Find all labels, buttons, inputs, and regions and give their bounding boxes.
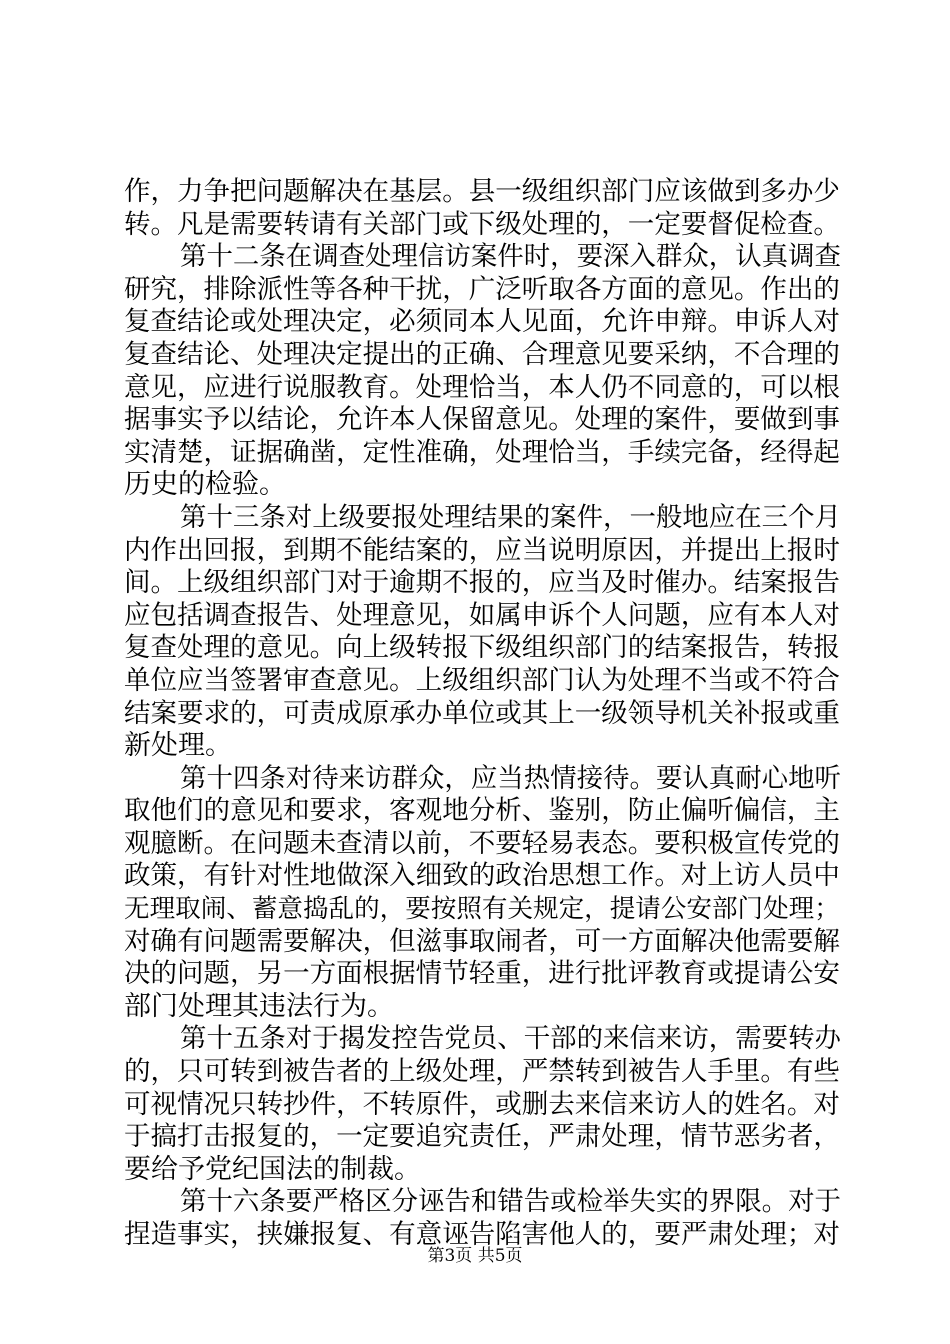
text-line: 捏造事实，挟嫌报复、有意诬告陷害他人的，要严肃处理；对 [124, 1219, 840, 1250]
text-line: 作，力争把问题解决在基层。县一级组织部门应该做到多办少 [124, 176, 840, 207]
document-body [124, 176, 840, 1252]
text-line: 实清楚，证据确凿，定性准确，处理恰当，手续完备，经得起 [124, 436, 840, 468]
article-15-start: 第十五条对于揭发控告党员、干部的来信来访，需要转办 [180, 1023, 841, 1055]
text-line: 研究，排除派性等各种干扰，广泛听取各方面的意见。作出的 [124, 273, 840, 305]
text-line: 历史的检验。 [124, 469, 286, 501]
text-line: 转。凡是需要转请有关部门或下级处理的，一定要督促检查。 [124, 208, 840, 240]
text-line: 单位应当签署审查意见。上级组织部门认为处理不当或不符合 [124, 664, 840, 696]
text-line: 内作出回报，到期不能结案的，应当说明原因，并提出上报时 [124, 534, 840, 566]
text-line: 要给予党纪国法的制裁。 [124, 1153, 421, 1185]
text-line: 无理取闹、蓄意捣乱的，要按照有关规定，提请公安部门处理； [124, 894, 840, 925]
article-12-start: 第十二条在调查处理信访案件时，要深入群众，认真调查 [180, 241, 841, 273]
article-14-start: 第十四条对待来访群众，应当热情接待。要认真耐心地听 [180, 762, 841, 794]
text-line: 新处理。 [124, 730, 232, 762]
text-line: 意见，应进行说服教育。处理恰当，本人仍不同意的，可以根 [124, 371, 840, 403]
page-number-footer: 第3页 共5页 [427, 1246, 523, 1266]
text-line: 决的问题，另一方面根据情节轻重，进行批评教育或提请公安 [124, 958, 840, 990]
text-line: 对确有问题需要解决，但滋事取闹者，可一方面解决他需要解 [124, 925, 840, 957]
text-line: 观臆断。在问题未查清以前，不要轻易表态。要积极宣传党的 [124, 827, 840, 859]
text-line: 复查结论或处理决定，必须同本人见面，允许申辩。申诉人对 [124, 306, 840, 338]
text-line: 部门处理其违法行为。 [124, 990, 394, 1022]
text-line: 可视情况只转抄件，不转原件，或删去来信来访人的姓名。对 [124, 1088, 840, 1120]
text-line: 取他们的意见和要求，客观地分析、鉴别，防止偏听偏信，主 [124, 795, 840, 827]
text-line: 政策，有针对性地做深入细致的政治思想工作。对上访人员中 [124, 860, 840, 892]
text-line: 据事实予以结论，允许本人保留意见。处理的案件，要做到事 [124, 404, 840, 436]
text-line: 结案要求的，可责成原承办单位或其上一级领导机关补报或重 [124, 697, 840, 729]
text-line: 的，只可转到被告者的上级处理，严禁转到被告人手里。有些 [124, 1056, 840, 1088]
text-line: 复查结论、处理决定提出的正确、合理意见要采纳，不合理的 [124, 338, 840, 370]
text-line: 于搞打击报复的，一定要追究责任，严肃处理，情节恶劣者， [124, 1121, 840, 1153]
text-line: 复查处理的意见。向上级转报下级组织部门的结案报告，转报 [124, 632, 840, 664]
text-line: 应包括调查报告、处理意见，如属申诉个人问题，应有本人对 [124, 599, 840, 631]
article-13-start: 第十三条对上级要报处理结果的案件，一般地应在三个月 [180, 501, 841, 533]
text-line: 间。上级组织部门对于逾期不报的，应当及时催办。结案报告 [124, 567, 840, 599]
article-16-start: 第十六条要严格区分诬告和错告或检举失实的界限。对于 [180, 1186, 841, 1218]
